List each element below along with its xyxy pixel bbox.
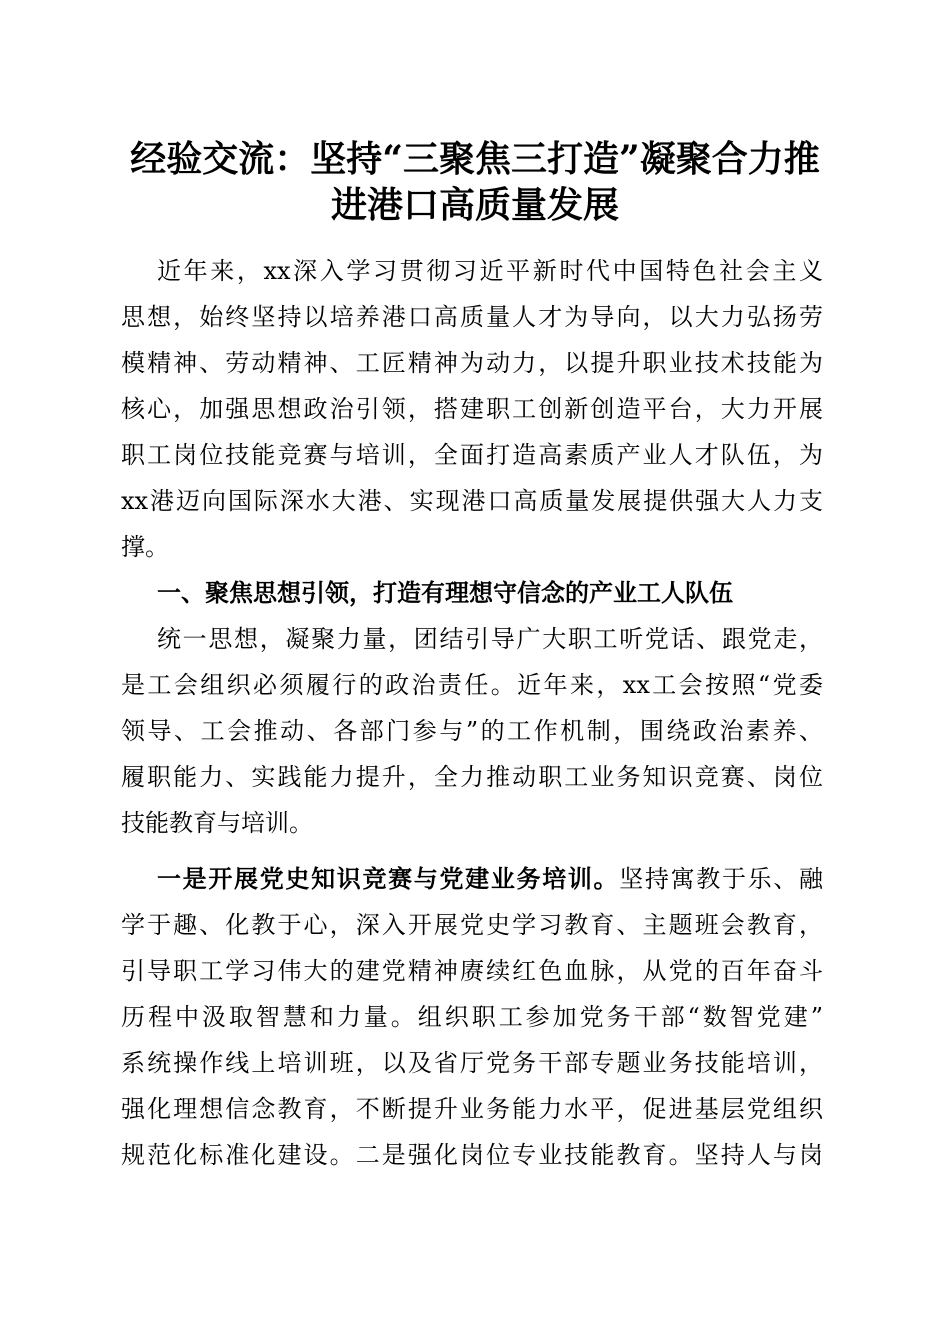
section-1-item-1-line: 引导职工学习伟大的建党精神赓续红色血脉，从党的百年奋斗 — [121, 957, 823, 985]
section-1-item-1-first-line — [157, 857, 823, 901]
intro-line: 撑。 — [121, 533, 169, 561]
section-1-para-line: 统一思想，凝聚力量，团结引导广大职工听党话、跟党走， — [157, 625, 823, 653]
document-title-line-2: 进港口高质量发展 — [330, 184, 619, 226]
intro-line: 近年来，xx深入学习贯彻习近平新时代中国特色社会主义 — [157, 257, 823, 285]
section-1-item-1-line: 系统操作线上培训班，以及省厅党务干部专题业务技能培训， — [121, 1049, 823, 1077]
intro-line: 模精神、劳动精神、工匠精神为动力，以提升职业技术技能为 — [121, 349, 823, 377]
section-1-para-line: 领导、工会推动、各部门参与”的工作机制，围绕政治素养、 — [121, 717, 823, 745]
intro-line: 职工岗位技能竞赛与培训，全面打造高素质产业人才队伍，为 — [121, 441, 823, 469]
section-1-heading: 一、聚焦思想引领，打造有理想守信念的产业工人队伍 — [157, 579, 733, 607]
intro-line: xx港迈向国际深水大港、实现港口高质量发展提供强大人力支 — [121, 487, 823, 515]
item-1-bold-lead: 一是开展党史知识竞赛与党建业务培训。 — [157, 865, 620, 893]
intro-line: 思想，始终坚持以培养港口高质量人才为导向，以大力弘扬劳 — [121, 303, 823, 331]
section-1-para-line: 履职能力、实践能力提升，全力推动职工业务知识竞赛、岗位 — [121, 763, 823, 791]
section-1-item-1-line: 历程中汲取智慧和力量。组织职工参加党务干部“数智党建” — [121, 1003, 823, 1031]
intro-line: 核心，加强思想政治引领，搭建职工创新创造平台，大力开展 — [121, 395, 823, 423]
document-title-line-1: 经验交流：坚持“三聚焦三打造”凝聚合力推 — [130, 138, 820, 180]
section-1-para-line: 是工会组织必须履行的政治责任。近年来，xx工会按照“党委 — [121, 671, 823, 699]
section-1-para-line: 技能教育与培训。 — [121, 809, 313, 837]
section-1-item-1-line: 强化理想信念教育，不断提升业务能力水平，促进基层党组织 — [121, 1095, 823, 1123]
section-1-item-1-line: 规范化标准化建设。二是强化岗位专业技能教育。坚持人与岗 — [121, 1141, 823, 1169]
item-1-lead-rest: 坚持寓教于乐、融 — [619, 865, 823, 893]
section-1-item-1-line: 学于趣、化教于心，深入开展党史学习教育、主题班会教育， — [121, 911, 823, 939]
